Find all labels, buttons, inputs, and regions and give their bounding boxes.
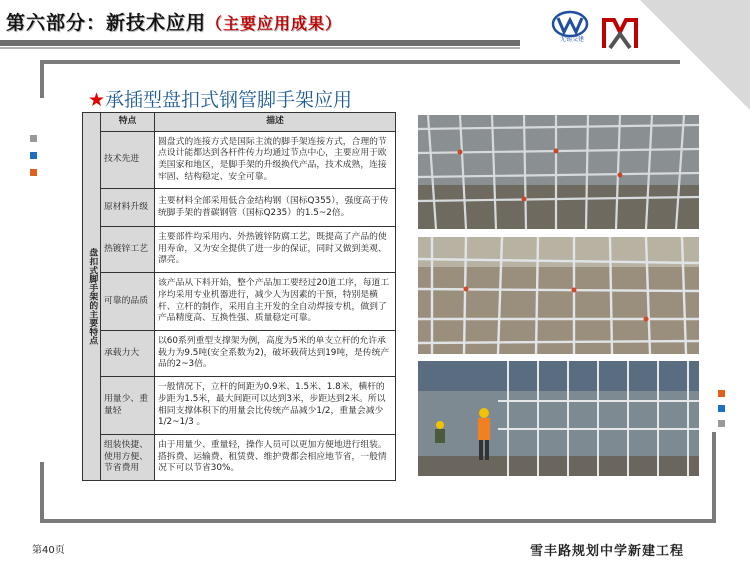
frame-line-left-top <box>40 62 44 98</box>
table-row <box>83 377 396 435</box>
scaffold-grid-icon <box>418 115 699 229</box>
table-row <box>83 132 396 189</box>
company-logo-text: 无锡交建 <box>559 36 584 43</box>
frame-line-top <box>40 60 680 64</box>
section-title-text: 承插型盘扣式钢管脚手架应用 <box>105 89 353 111</box>
table-row <box>83 189 396 227</box>
description-cell: 主要部件均采用内、外热镀锌防腐工艺，既提高了产品的使用寿命，又为安全提供了进一步的保证，同时又做到美观、漂亮。 <box>155 227 396 273</box>
deco-square <box>30 152 37 159</box>
deco-square <box>30 169 37 176</box>
feature-cell: 原材料升级 <box>101 189 155 227</box>
frame-line-bottom <box>40 519 716 523</box>
frame-line-left-bottom <box>40 462 44 522</box>
corner-decoration <box>640 0 750 110</box>
table-row <box>83 331 396 377</box>
feature-cell: 用量少、重量轻 <box>101 377 155 435</box>
scaffold-photo-2 <box>418 237 699 354</box>
scaffold-photo-3 <box>418 361 699 476</box>
table-row <box>83 227 396 273</box>
title-main: 第六部分：新技术应用 <box>6 12 207 34</box>
description-cell: 圆盘式的连接方式是国际主流的脚手架连接方式，合理的节点设计能都达到各杆件传力均通过节点中心，主要应用于欧美国家和地区，是脚手架的升级换代产品，技术成熟，连接牢固、结构稳定、安全可靠。 <box>155 132 396 189</box>
title-sub: （主要应用成果） <box>206 14 343 33</box>
header-bar <box>0 40 520 46</box>
description-cell: 一般情况下，立杆的间距为0.9米、1.5米、1.8米，横杆的步距为1.5米，最大间距可以达到3米，步距达到2米。所以相同支撑体积下的用量会比传统产品减少1/2，重量会减少1/2~1/3 。 <box>155 377 396 435</box>
feature-cell: 可靠的品质 <box>101 273 155 331</box>
header-bar-thin <box>0 47 520 49</box>
description-cell: 该产品从下料开始，整个产品加工要经过20道工序，每道工序均采用专业机器进行，减少人为因素的干预，特别是横杆、立杆的制作，采用自主开发的全自动焊接专机，做到了产品精度高、互换性强、质量稳定可靠。 <box>155 273 396 331</box>
scaffold-grid-icon <box>418 237 699 354</box>
scaffold-photo-1 <box>418 115 699 229</box>
deco-square <box>718 405 725 412</box>
deco-square <box>718 390 725 397</box>
feature-cell: 技术先进 <box>101 132 155 189</box>
description-cell: 由于用量少、重量轻，操作人员可以更加方便地进行组装。搭拆费、运输费、租赁费、维护费都会相应地节省，一般情况下可以节省30%。 <box>155 435 396 481</box>
partner-logo-icon <box>600 14 640 52</box>
header-description: 描述 <box>155 113 396 132</box>
star-icon: ★ <box>88 89 106 111</box>
features-table <box>82 112 396 481</box>
description-cell: 以60系列重型支撑架为例，高度为5米的单支立杆的允许承载力为9.5吨(安全系数为2)，破坏载荷达到19吨，是传统产品的2~3倍。 <box>155 331 396 377</box>
deco-square <box>30 135 37 142</box>
table-row <box>83 435 396 481</box>
deco-square <box>718 420 725 427</box>
section-title <box>88 85 352 112</box>
description-cell: 主要材料全部采用低合金结构钢（国标Q355），强度高于传统脚手架的普碳钢管（国标Q235）的1.5~2倍。 <box>155 189 396 227</box>
table-row <box>83 273 396 331</box>
project-name: 雪丰路规划中学新建工程 <box>530 544 685 559</box>
header-feature: 特点 <box>101 113 155 132</box>
page-number: 第40页 <box>32 545 65 556</box>
frame-line-right-bottom <box>712 432 716 522</box>
scaffold-worker-icon <box>418 361 699 476</box>
feature-cell: 承载力大 <box>101 331 155 377</box>
table-header-row <box>83 113 396 132</box>
side-label: 盘扣式脚手架的主要特点 <box>83 113 101 481</box>
feature-cell: 热镀锌工艺 <box>101 227 155 273</box>
feature-cell: 组装快捷、使用方便、节省费用 <box>101 435 155 481</box>
